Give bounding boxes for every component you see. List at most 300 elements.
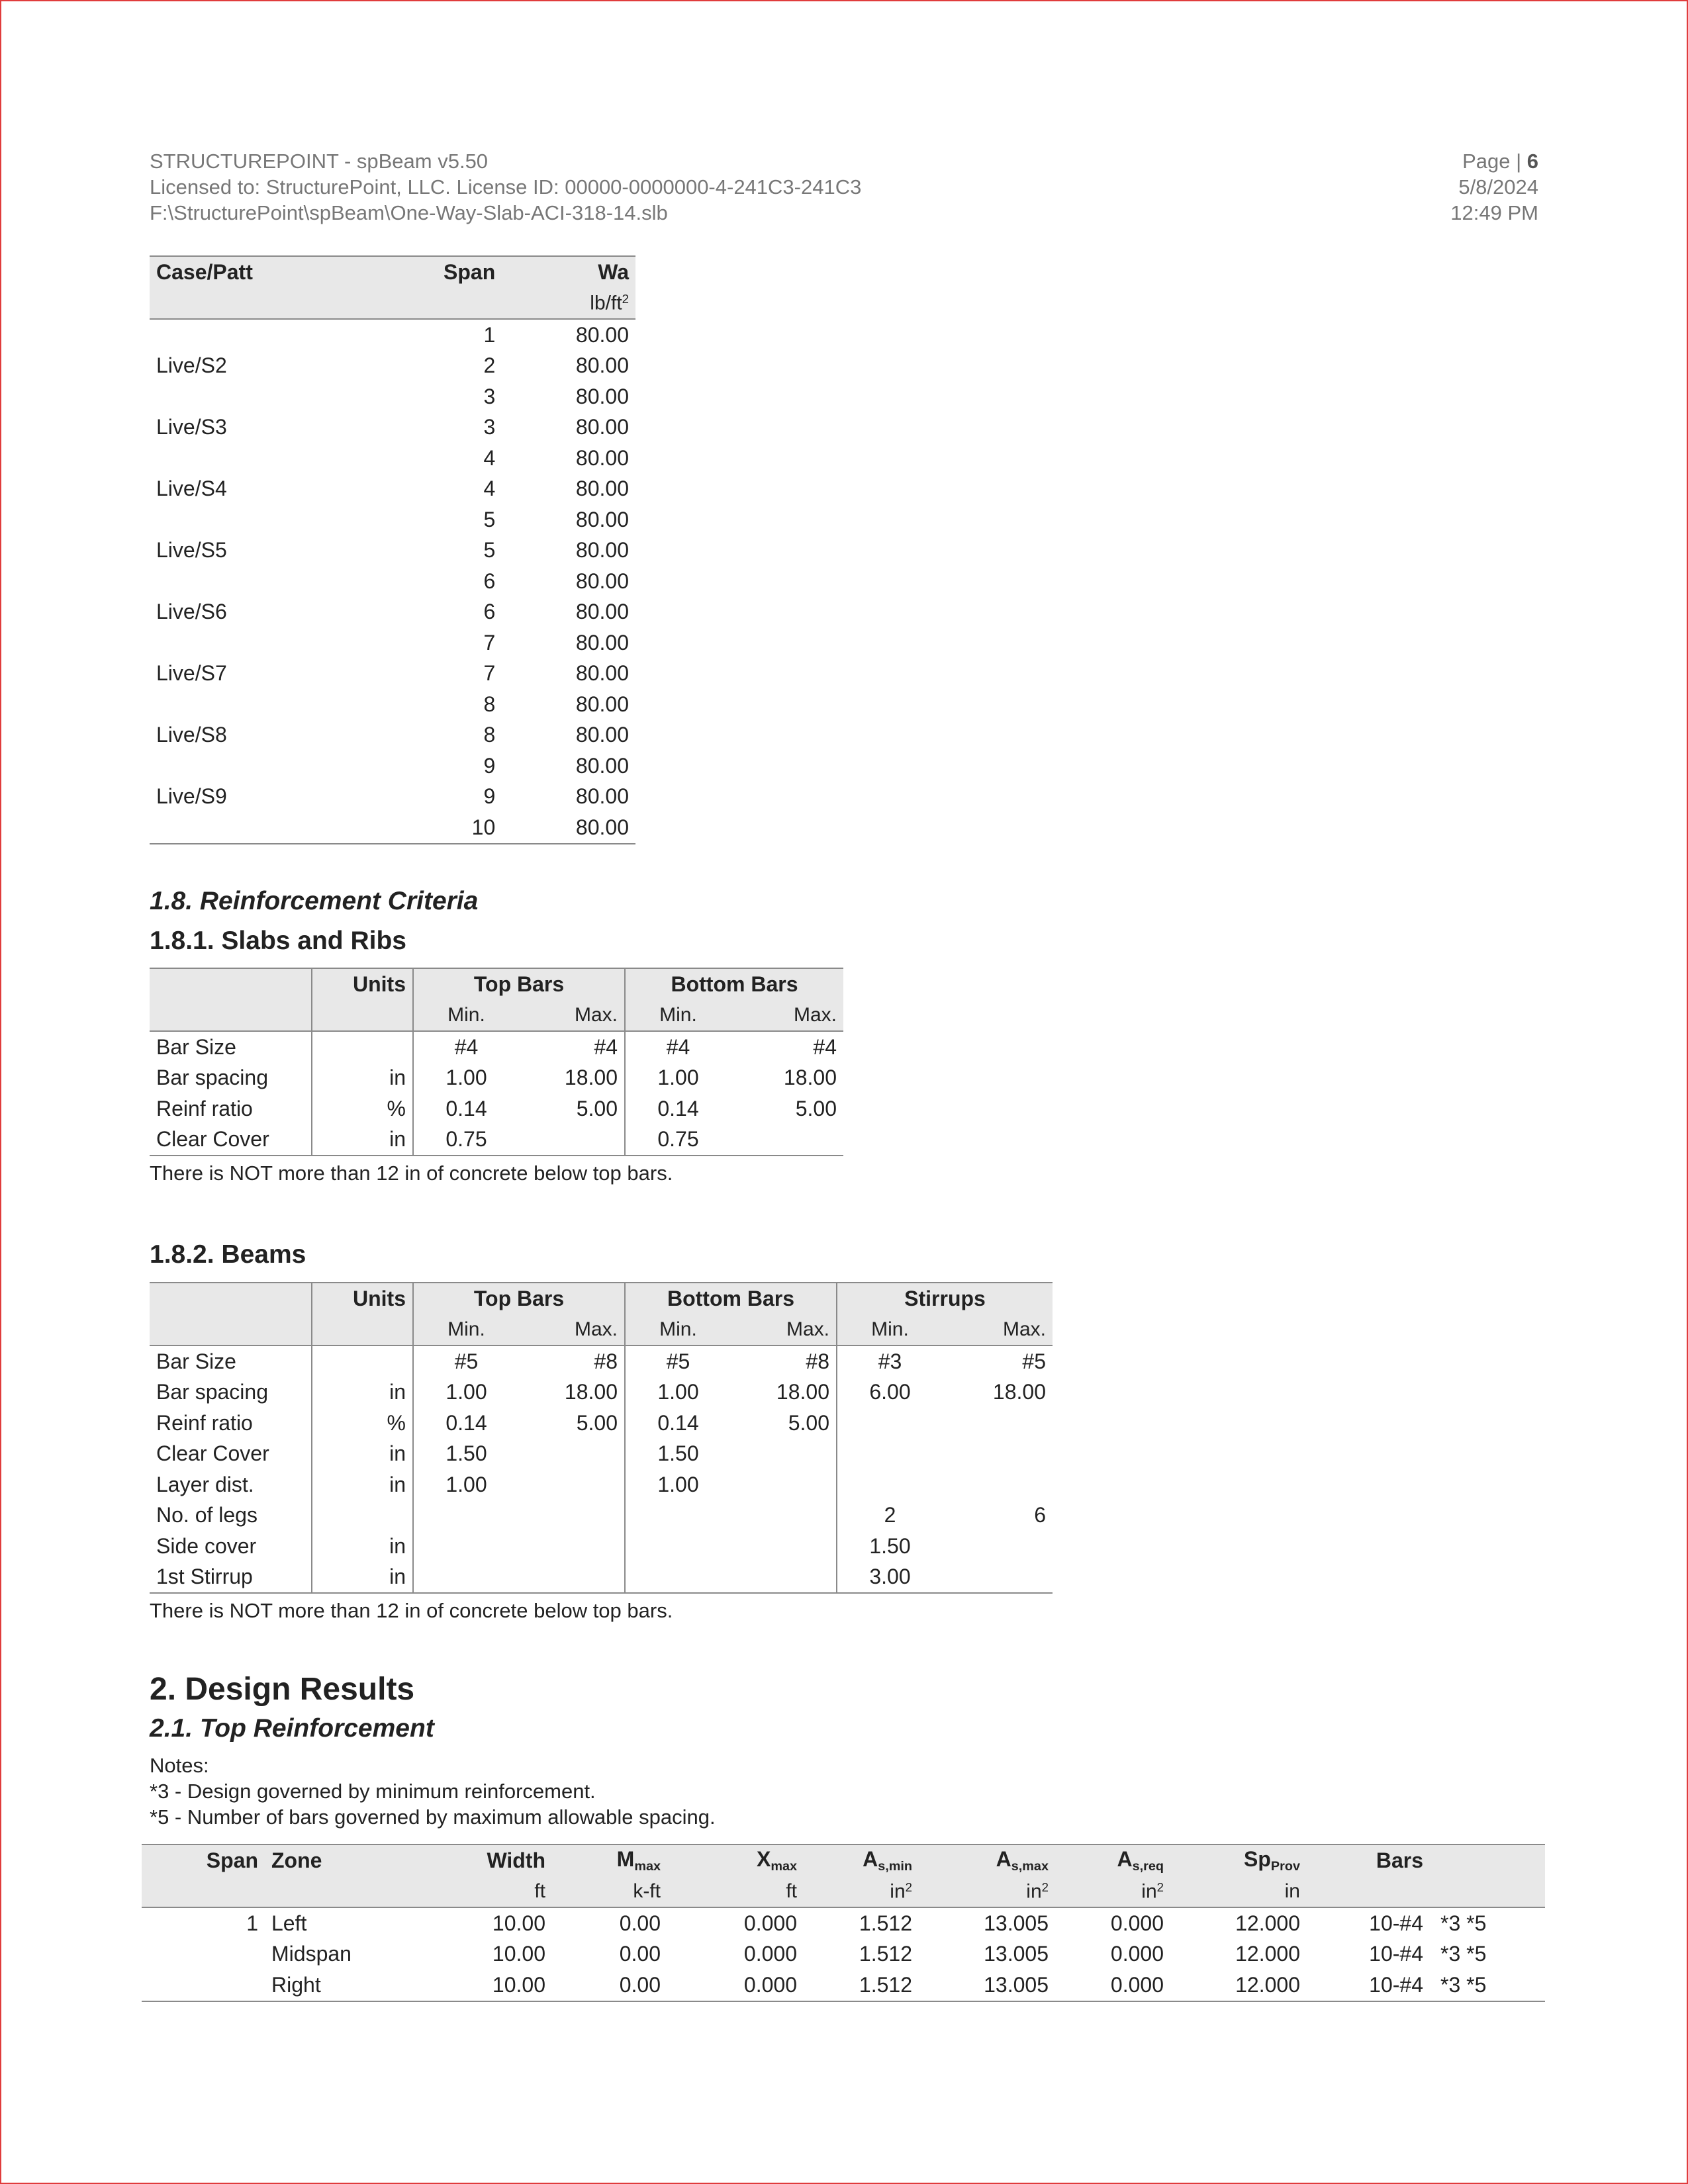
- table-cell: 1.00: [625, 1377, 731, 1408]
- table-cell: [943, 1531, 1053, 1562]
- table-cell: 80.00: [575, 630, 629, 655]
- col-asmax: [919, 1844, 1055, 1876]
- table-cell: 0.75: [413, 1124, 519, 1156]
- table-cell: #5: [625, 1345, 731, 1377]
- col-xmax: [667, 1844, 804, 1876]
- table-row: [150, 1531, 1053, 1562]
- table-cell: 80.00: [575, 322, 629, 347]
- table-cell: Left: [271, 1911, 307, 1935]
- table-row: [150, 782, 635, 813]
- table-cell: 80.00: [575, 445, 629, 470]
- col-bottom-max: Max.: [731, 1000, 843, 1032]
- print-time: 12:49 PM: [1450, 201, 1538, 224]
- table-cell: [413, 1531, 519, 1562]
- table-cell: [837, 1469, 943, 1500]
- unit-xmax: ft: [667, 1876, 804, 1908]
- table-cell: 0.00: [619, 1942, 661, 1966]
- table-cell: 10: [371, 812, 502, 844]
- col-span: Span: [142, 1844, 265, 1876]
- table-cell: 18.00: [564, 1066, 618, 1090]
- col-bottom-bars: Bottom Bars: [625, 968, 843, 1000]
- table-cell: 6.00: [837, 1377, 943, 1408]
- table-row: [150, 319, 635, 351]
- table-cell: 10-#4: [1307, 1970, 1430, 2001]
- unit-width: ft: [421, 1876, 552, 1908]
- table-cell: 10.00: [492, 1942, 545, 1966]
- asreq-sub: s,req: [1132, 1858, 1164, 1874]
- unit-blank: [1430, 1876, 1545, 1908]
- table-row: [150, 627, 635, 659]
- unit-blank: [265, 1876, 421, 1908]
- table-cell: 1.00: [413, 1063, 519, 1094]
- table-cell: [519, 1469, 625, 1500]
- table-cell: in: [312, 1531, 413, 1562]
- table-row: [150, 412, 635, 443]
- table-cell: [150, 751, 371, 782]
- table-cell: 80.00: [575, 600, 629, 624]
- table-cell: Clear Cover: [150, 1124, 312, 1156]
- table-cell: 6: [483, 600, 496, 624]
- note-5: *5 - Number of bars governed by maximum allowable spacing.: [150, 1805, 716, 1829]
- table-cell: [731, 1531, 837, 1562]
- table-row: [150, 504, 635, 535]
- table-cell: Live/S9: [156, 784, 227, 809]
- beams-reinforcement-table: [150, 1282, 1053, 1594]
- table-cell: 10-#4: [1369, 1942, 1423, 1966]
- table-cell: in: [312, 1469, 413, 1500]
- table-row: [150, 1500, 1053, 1531]
- table-cell: Layer dist.: [156, 1472, 254, 1496]
- table-cell: in: [312, 1562, 413, 1594]
- table-cell: 3.00: [837, 1562, 943, 1594]
- table-cell: 13.005: [984, 1911, 1049, 1935]
- table-cell: *3 *5: [1430, 1970, 1545, 2001]
- col-blank: [150, 1314, 312, 1346]
- table-row: [150, 381, 635, 412]
- table-cell: 18.00: [992, 1380, 1046, 1404]
- unit-in-exp: 2: [905, 1880, 912, 1894]
- table-cell: 5.00: [795, 1096, 837, 1120]
- table-cell: 0.14: [413, 1408, 519, 1439]
- table-cell: [519, 1562, 625, 1594]
- table-cell: 0.75: [625, 1124, 731, 1156]
- col-stirrups-max: Max.: [943, 1314, 1053, 1346]
- table-cell: in: [312, 1377, 413, 1408]
- table-cell: 10.00: [421, 1970, 552, 2001]
- section-title-slabs-ribs: 1.8.1. Slabs and Ribs: [150, 927, 406, 955]
- asmax-label: A: [996, 1846, 1011, 1871]
- table-row: [150, 659, 635, 690]
- beams-rows: [150, 1345, 1053, 1593]
- table-cell: [943, 1469, 1053, 1500]
- note-3: *3 - Design governed by minimum reinforcement.: [150, 1780, 596, 1803]
- table-cell: 4: [483, 477, 496, 501]
- mmax-label: M: [616, 1846, 635, 1871]
- table-cell: 1: [246, 1911, 258, 1935]
- col-blank: [150, 968, 312, 1000]
- table-cell: [519, 1124, 625, 1156]
- table-cell: 3: [483, 384, 496, 408]
- page-header-right: [1450, 148, 1538, 226]
- table-cell: 10-#4: [1369, 1911, 1423, 1935]
- table-cell: 7: [483, 661, 496, 686]
- table-cell: 80.00: [575, 538, 629, 563]
- table-cell: [519, 1439, 625, 1470]
- col-stirrups: Stirrups: [837, 1283, 1053, 1314]
- table-cell: #4: [413, 1031, 519, 1063]
- asmax-sub: s,max: [1011, 1858, 1049, 1874]
- top-reinforcement-table: [142, 1844, 1545, 2002]
- col-bars: Bars: [1307, 1844, 1430, 1876]
- col-top-max: Max.: [519, 1314, 625, 1346]
- table-cell: 18.00: [783, 1066, 837, 1090]
- table-cell: 80.00: [502, 812, 635, 844]
- table-cell: [731, 1439, 837, 1470]
- table-cell: [312, 1031, 413, 1063]
- table-cell: #8: [806, 1349, 829, 1373]
- table-cell: [312, 1345, 413, 1377]
- table-cell: %: [312, 1093, 413, 1124]
- table-cell: #4: [625, 1031, 731, 1063]
- table-cell: 5: [483, 507, 496, 531]
- table-row: [150, 1124, 843, 1156]
- table-row: [150, 443, 635, 474]
- table-cell: 7: [483, 630, 496, 655]
- col-case-patt: Case/Patt: [150, 256, 371, 288]
- unit-in-base: in: [1026, 1880, 1042, 1902]
- design-notes: [150, 1752, 716, 1830]
- file-path: F:\StructurePoint\spBeam\One-Way-Slab-ACI-318-14.slb: [150, 201, 668, 224]
- table-row: [150, 1439, 1053, 1470]
- col-bottom-max: Max.: [731, 1314, 837, 1346]
- unit-in-base: in: [1141, 1880, 1157, 1902]
- table-cell: 10.00: [492, 1911, 545, 1935]
- table-cell: Bar spacing: [156, 1380, 268, 1404]
- table-row: [150, 1469, 1053, 1500]
- col-bottom-min: Min.: [625, 1000, 731, 1032]
- table-cell: 1.00: [413, 1469, 519, 1500]
- table-cell: 6: [483, 569, 496, 593]
- col-blank: [312, 1000, 413, 1032]
- license-info: Licensed to: StructurePoint, LLC. License ID: 00000-0000000-4-241C3-241C3: [150, 175, 862, 199]
- table-cell: 1st Stirrup: [150, 1562, 312, 1594]
- table-cell: Live/S7: [156, 661, 227, 686]
- table-cell: [150, 443, 371, 474]
- table-cell: 13.005: [919, 1970, 1055, 2001]
- table-cell: Bar Size: [156, 1034, 236, 1059]
- table-cell: 1.00: [413, 1377, 519, 1408]
- slabs-note: There is NOT more than 12 in of concrete below top bars.: [150, 1161, 673, 1185]
- table-cell: 80.00: [575, 415, 629, 439]
- table-cell: 0.000: [1055, 1970, 1170, 2001]
- table-cell: [625, 1531, 731, 1562]
- table-cell: No. of legs: [156, 1503, 258, 1527]
- col-blank: [150, 1000, 312, 1032]
- table-row: [142, 1907, 1545, 1939]
- col-top-min: Min.: [413, 1314, 519, 1346]
- table-cell: 0.000: [667, 1970, 804, 2001]
- table-cell: [625, 1562, 731, 1594]
- page-number: 6: [1526, 150, 1538, 173]
- table-row: [150, 1063, 843, 1094]
- table-row: [150, 566, 635, 597]
- beams-note: There is NOT more than 12 in of concrete below top bars.: [150, 1599, 673, 1622]
- table-cell: %: [312, 1408, 413, 1439]
- section-title-design-results: 2. Design Results: [150, 1672, 415, 1707]
- table-cell: 80.00: [575, 477, 629, 501]
- table-cell: 0.00: [619, 1911, 661, 1935]
- table-cell: 0.000: [1110, 1942, 1164, 1966]
- table-cell: [625, 1500, 731, 1531]
- table-cell: Bar Size: [156, 1349, 236, 1373]
- unit-spprov: in: [1170, 1876, 1307, 1908]
- unit-asreq: [1055, 1876, 1170, 1908]
- table-cell: 80.00: [575, 507, 629, 531]
- live-load-table: [150, 255, 635, 844]
- col-width: Width: [421, 1844, 552, 1876]
- table-cell: 80.00: [575, 569, 629, 593]
- section-title-top-reinforcement: 2.1. Top Reinforcement: [150, 1714, 434, 1743]
- table-cell: Right: [265, 1970, 421, 2001]
- live-load-rows: [150, 319, 635, 844]
- slabs-reinforcement-table: [150, 968, 843, 1156]
- table-cell: #5: [1022, 1349, 1046, 1373]
- table-cell: [150, 627, 371, 659]
- unit-asmax: [919, 1876, 1055, 1908]
- table-cell: [837, 1408, 943, 1439]
- table-row: [150, 1093, 843, 1124]
- slabs-rows: [150, 1031, 843, 1156]
- table-cell: in: [312, 1063, 413, 1094]
- table-cell: [943, 1439, 1053, 1470]
- table-cell: #8: [594, 1349, 618, 1373]
- page-indicator: [1450, 148, 1538, 174]
- table-cell: 80.00: [575, 692, 629, 716]
- table-row: [150, 720, 635, 751]
- table-cell: 0.14: [625, 1093, 731, 1124]
- table-cell: 18.00: [564, 1380, 618, 1404]
- table-cell: #3: [837, 1345, 943, 1377]
- table-cell: in: [312, 1124, 413, 1156]
- table-cell: 80.00: [575, 353, 629, 378]
- table-cell: 8: [483, 692, 496, 716]
- table-cell: [150, 381, 371, 412]
- col-blank: [1430, 1844, 1545, 1876]
- table-cell: Live/S6: [156, 600, 227, 624]
- table-cell: Reinf ratio: [156, 1410, 253, 1435]
- table-cell: Live/S3: [156, 415, 227, 439]
- table-cell: [150, 504, 371, 535]
- table-cell: [150, 812, 371, 844]
- table-cell: Live/S2: [156, 353, 227, 378]
- table-cell: 1.00: [625, 1469, 731, 1500]
- table-cell: [150, 319, 371, 351]
- col-spprov: [1170, 1844, 1307, 1876]
- col-wa: Wa: [502, 256, 635, 288]
- table-row: [150, 1345, 1053, 1377]
- unit-blank: [1307, 1876, 1430, 1908]
- table-cell: 2: [483, 353, 496, 378]
- table-cell: 1.50: [837, 1531, 943, 1562]
- table-cell: 0.14: [625, 1408, 731, 1439]
- unit-in-base: in: [890, 1880, 906, 1902]
- table-cell: 1: [483, 322, 496, 347]
- col-stirrups-min: Min.: [837, 1314, 943, 1346]
- unit-wa-exp: 2: [622, 291, 629, 306]
- table-cell: 8: [483, 723, 496, 747]
- table-cell: 9: [483, 753, 496, 778]
- table-cell: in: [312, 1439, 413, 1470]
- table-cell: [413, 1562, 519, 1594]
- table-row: [150, 535, 635, 567]
- table-cell: 1.512: [859, 1911, 912, 1935]
- col-bottom-min: Min.: [625, 1314, 731, 1346]
- col-top-min: Min.: [413, 1000, 519, 1032]
- unit-wa-base: lb/ft: [590, 291, 622, 314]
- program-name: STRUCTUREPOINT - spBeam v5.50: [150, 150, 489, 173]
- asmin-label: A: [863, 1846, 878, 1871]
- table-cell: 13.005: [984, 1942, 1049, 1966]
- print-date: 5/8/2024: [1458, 175, 1538, 199]
- table-cell: 80.00: [575, 723, 629, 747]
- unit-blank: [150, 288, 371, 320]
- notes-label: Notes:: [150, 1754, 209, 1777]
- table-cell: [731, 1469, 837, 1500]
- table-row: [150, 1562, 1053, 1594]
- col-top-max: Max.: [519, 1000, 625, 1032]
- table-cell: 1.512: [859, 1942, 912, 1966]
- table-cell: 2: [837, 1500, 943, 1531]
- table-cell: 4: [483, 445, 496, 470]
- table-cell: 80.00: [575, 661, 629, 686]
- table-cell: [150, 689, 371, 720]
- page-header-left: [150, 148, 861, 226]
- table-row: [150, 751, 635, 782]
- table-cell: *3 *5: [1440, 1911, 1487, 1935]
- col-asmin: [804, 1844, 919, 1876]
- table-cell: Clear Cover: [156, 1441, 269, 1466]
- table-row: [150, 351, 635, 382]
- table-cell: [142, 1939, 265, 1970]
- table-row: [150, 474, 635, 505]
- table-cell: 12.000: [1235, 1911, 1300, 1935]
- col-bottom-bars: Bottom Bars: [625, 1283, 837, 1314]
- table-cell: 1.50: [625, 1439, 731, 1470]
- table-cell: 5.00: [576, 1096, 618, 1120]
- table-cell: 80.00: [575, 384, 629, 408]
- table-cell: 9: [483, 784, 496, 809]
- col-top-bars: Top Bars: [413, 1283, 625, 1314]
- table-cell: [731, 1500, 837, 1531]
- table-cell: [519, 1531, 625, 1562]
- table-cell: Live/S4: [156, 477, 227, 501]
- table-cell: [837, 1439, 943, 1470]
- table-cell: 12.000: [1235, 1942, 1300, 1966]
- table-cell: *3 *5: [1440, 1942, 1487, 1966]
- unit-in-exp: 2: [1156, 1880, 1164, 1894]
- unit-blank: [371, 288, 502, 320]
- table-cell: [142, 1970, 265, 2001]
- asmin-sub: s,min: [878, 1858, 912, 1874]
- table-cell: 12.000: [1170, 1970, 1307, 2001]
- unit-wa: [502, 288, 635, 320]
- table-row: [150, 689, 635, 720]
- col-mmax: [552, 1844, 667, 1876]
- table-cell: [312, 1500, 413, 1531]
- table-cell: [413, 1500, 519, 1531]
- table-cell: Bar spacing: [156, 1066, 268, 1090]
- xmax-label: X: [756, 1846, 771, 1871]
- table-cell: Live/S8: [156, 723, 227, 747]
- top-reinforcement-rows: [142, 1907, 1545, 2001]
- table-cell: 1.512: [804, 1970, 919, 2001]
- table-cell: #4: [813, 1034, 837, 1059]
- table-cell: 3: [483, 415, 496, 439]
- col-asreq: [1055, 1844, 1170, 1876]
- table-cell: 5.00: [788, 1410, 829, 1435]
- table-cell: [519, 1500, 625, 1531]
- table-cell: 6: [1034, 1503, 1046, 1527]
- table-row: [142, 1939, 1545, 1970]
- table-row: [150, 1377, 1053, 1408]
- col-span: Span: [371, 256, 502, 288]
- table-cell: 0.14: [413, 1093, 519, 1124]
- table-row: [150, 1408, 1053, 1439]
- unit-blank: [142, 1876, 265, 1908]
- table-cell: [943, 1408, 1053, 1439]
- table-row: [150, 597, 635, 628]
- table-cell: Live/S5: [156, 538, 227, 563]
- unit-in-exp: 2: [1041, 1880, 1049, 1894]
- mmax-sub: max: [634, 1858, 661, 1874]
- table-cell: Side cover: [156, 1533, 257, 1558]
- table-cell: 80.00: [575, 784, 629, 809]
- spprov-sub: Prov: [1270, 1858, 1300, 1874]
- table-row: [150, 812, 635, 844]
- table-cell: 80.00: [575, 753, 629, 778]
- section-title-beams: 1.8.2. Beams: [150, 1240, 306, 1269]
- table-cell: [943, 1562, 1053, 1594]
- table-cell: #4: [594, 1034, 618, 1059]
- col-blank: [150, 1283, 312, 1314]
- table-cell: 1.50: [413, 1439, 519, 1470]
- table-cell: 5.00: [576, 1410, 618, 1435]
- asreq-label: A: [1117, 1846, 1133, 1871]
- table-cell: [150, 566, 371, 597]
- col-units: Units: [312, 968, 413, 1000]
- table-cell: #5: [413, 1345, 519, 1377]
- col-zone: Zone: [265, 1844, 421, 1876]
- table-row: [150, 1031, 843, 1063]
- table-cell: Reinf ratio: [156, 1096, 253, 1120]
- table-cell: 18.00: [776, 1380, 829, 1404]
- table-cell: [731, 1124, 843, 1156]
- table-cell: 0.000: [743, 1942, 797, 1966]
- table-cell: 0.000: [743, 1911, 797, 1935]
- col-units: Units: [312, 1283, 413, 1314]
- table-cell: [731, 1562, 837, 1594]
- unit-asmin: [804, 1876, 919, 1908]
- spprov-label: Sp: [1244, 1846, 1271, 1871]
- unit-mmax: k-ft: [552, 1876, 667, 1908]
- xmax-sub: max: [771, 1858, 797, 1874]
- page-label: Page |: [1462, 150, 1527, 173]
- col-top-bars: Top Bars: [413, 968, 625, 1000]
- table-cell: 1.00: [625, 1063, 731, 1094]
- table-row: [142, 1970, 1545, 2001]
- col-blank: [312, 1314, 413, 1346]
- table-cell: Midspan: [271, 1942, 352, 1966]
